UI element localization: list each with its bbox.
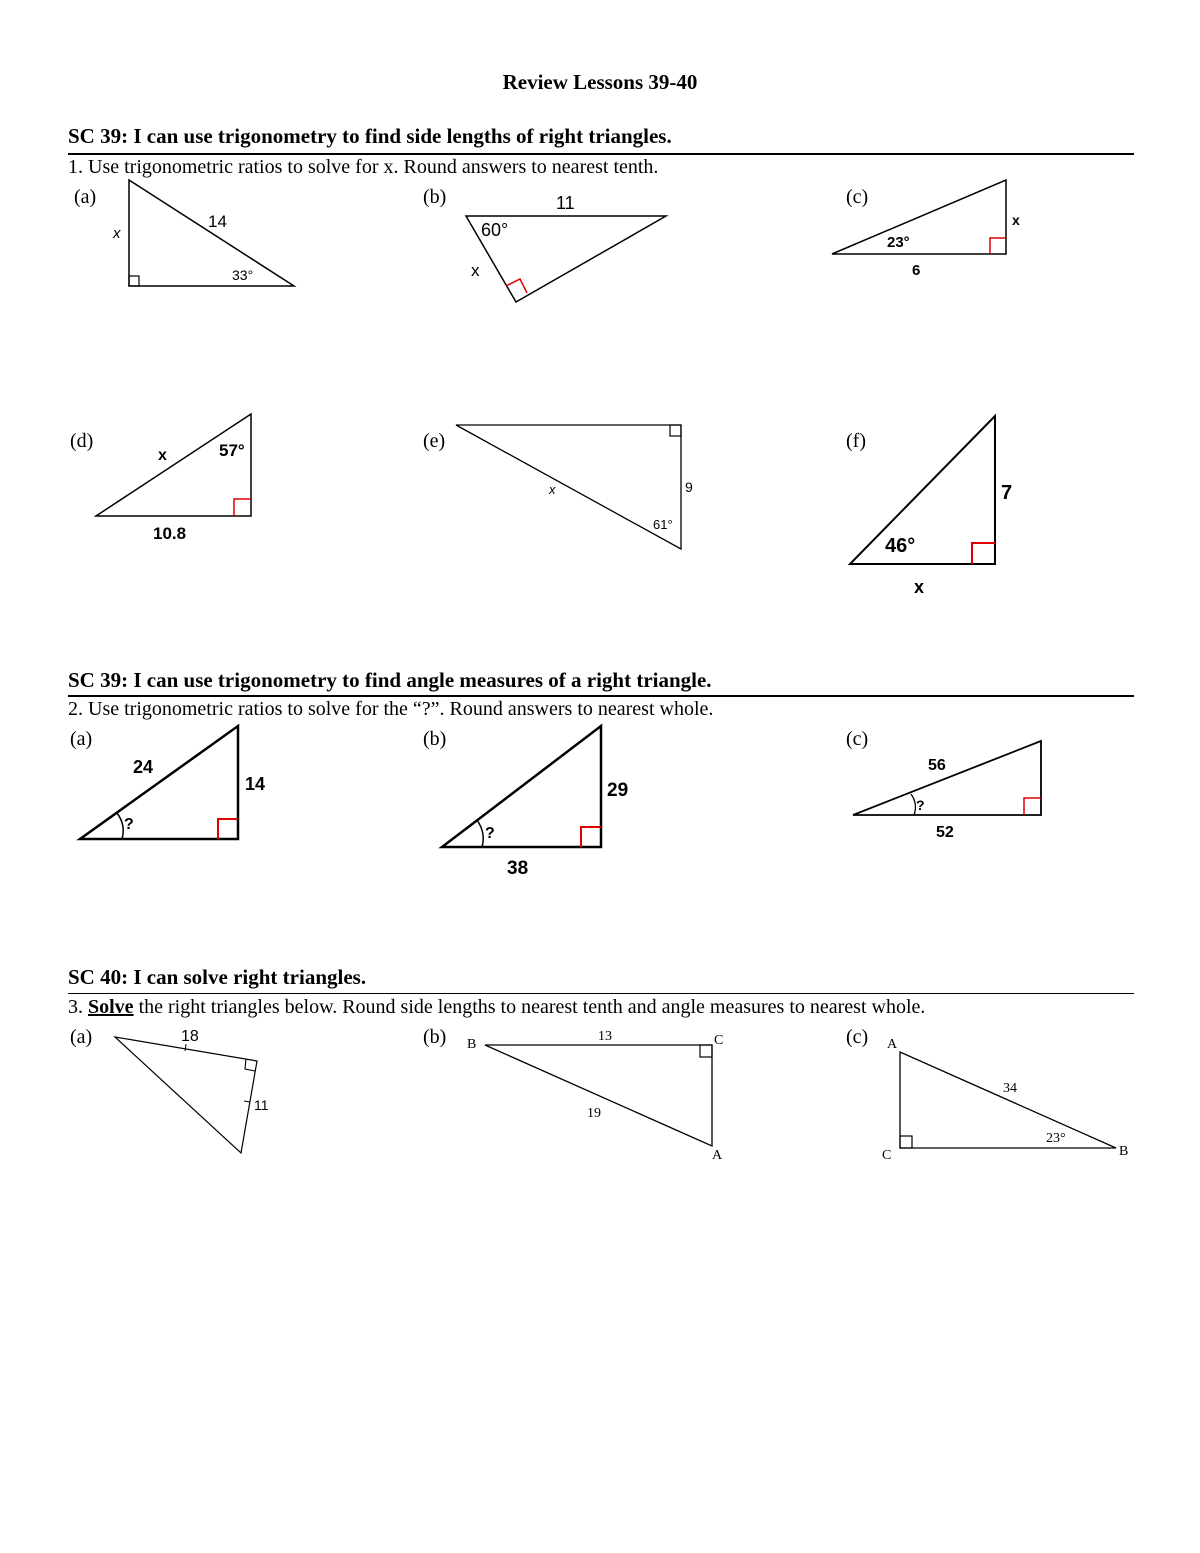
- angle-arc: [477, 820, 483, 847]
- problem-3c-label: (c): [846, 1026, 869, 1048]
- side-label: 18: [181, 1028, 199, 1045]
- right-angle-marker: [990, 238, 1006, 254]
- section-2-instruction: 2. Use trigonometric ratios to solve for the “?”. Round answers to nearest whole.: [68, 698, 714, 720]
- triangle-2b-shape: [442, 726, 601, 847]
- triangle-1b: [466, 193, 666, 302]
- side-label: x: [914, 577, 925, 597]
- triangle-2b: [442, 726, 628, 879]
- section-1-instruction: 1. Use trigonometric ratios to solve for x. Round answers to nearest tenth.: [68, 156, 659, 178]
- problem-3b-label: (b): [423, 1026, 447, 1048]
- problem-1f-label: (f): [846, 430, 866, 452]
- tick-mark: [185, 1044, 186, 1051]
- angle-label: 46°: [885, 535, 916, 557]
- right-angle-marker: [581, 827, 601, 847]
- tick-mark: [244, 1101, 250, 1102]
- problem-1d-label: (d): [70, 430, 94, 452]
- side-label: 11: [556, 193, 575, 213]
- triangle-3c-shape: [900, 1052, 1116, 1148]
- instruction-rest: the right triangles below. Round side lengths to nearest tenth and angle measures to nearest whole.: [133, 996, 926, 1018]
- page-title: Review Lessons 39-40: [502, 70, 698, 94]
- side-label: 11: [254, 1097, 269, 1113]
- unknown-angle-label: ?: [916, 797, 925, 813]
- triangle-1c: [832, 180, 1020, 279]
- triangle-1d-shape: [96, 414, 251, 516]
- side-label: x: [471, 261, 480, 280]
- angle-label: 57°: [219, 441, 245, 460]
- triangle-1c-shape: [832, 180, 1006, 254]
- side-label: 9: [685, 479, 693, 495]
- side-label: 10.8: [153, 524, 187, 543]
- triangle-1a-shape: [129, 180, 294, 286]
- side-label: 29: [607, 780, 629, 801]
- side-label: 13: [598, 1029, 612, 1044]
- problem-2c-label: (c): [846, 728, 869, 750]
- side-label: 38: [507, 858, 529, 879]
- side-label: 34: [1003, 1081, 1017, 1096]
- section-1-heading: SC 39: I can use trigonometry to find side lengths of right triangles.: [68, 124, 672, 148]
- angle-label: 33°: [232, 267, 254, 283]
- side-label: 24: [133, 757, 154, 777]
- vertex-label: A: [887, 1037, 898, 1052]
- problem-1b-label: (b): [423, 186, 447, 208]
- problem-2a-label: (a): [70, 728, 93, 750]
- triangle-1e-shape: [456, 425, 681, 549]
- side-label: 14: [208, 212, 227, 231]
- problem-1c-label: (c): [846, 186, 869, 208]
- right-angle-marker: [1024, 798, 1041, 815]
- triangle-1d: [96, 414, 251, 543]
- triangle-3a-shape: [115, 1037, 257, 1153]
- vertex-label: C: [882, 1148, 892, 1163]
- problem-3a-label: (a): [70, 1026, 93, 1048]
- triangle-3b: [467, 1029, 723, 1163]
- right-angle-marker: [972, 543, 995, 564]
- triangle-1f: [850, 416, 1012, 597]
- triangle-2c: [853, 741, 1041, 841]
- triangle-3c: [882, 1037, 1128, 1163]
- triangle-1e: [456, 425, 693, 549]
- side-label: 7: [1001, 482, 1013, 504]
- vertex-label: C: [714, 1033, 724, 1048]
- triangle-2c-shape: [853, 741, 1041, 815]
- right-angle-marker: [129, 276, 139, 286]
- side-label: x: [549, 482, 556, 497]
- section-3-heading: SC 40: I can solve right triangles.: [68, 965, 367, 989]
- triangle-2a: [80, 726, 265, 839]
- side-label: 14: [245, 774, 266, 794]
- triangle-1a: [112, 180, 294, 286]
- triangle-3b-shape: [485, 1045, 712, 1146]
- problem-1e-label: (e): [423, 430, 446, 452]
- side-label: 19: [587, 1106, 601, 1121]
- instruction-number: 3.: [68, 996, 88, 1018]
- right-angle-marker: [700, 1045, 712, 1057]
- side-label: x: [1012, 212, 1020, 228]
- right-angle-marker: [234, 499, 251, 516]
- vertex-label: A: [712, 1148, 723, 1163]
- vertex-label: B: [1119, 1144, 1129, 1159]
- triangle-2a-shape: [80, 726, 238, 839]
- side-label: 56: [928, 757, 946, 774]
- angle-arc: [911, 794, 915, 815]
- vertex-label: B: [467, 1037, 477, 1052]
- right-angle-marker: [218, 819, 238, 839]
- side-label: x: [113, 225, 121, 242]
- angle-label: 60°: [481, 220, 509, 240]
- triangle-1f-shape: [850, 416, 995, 564]
- angle-label: 61°: [653, 517, 673, 532]
- problem-1a-label: (a): [74, 186, 97, 208]
- unknown-angle-label: ?: [124, 816, 134, 833]
- right-angle-marker: [900, 1136, 912, 1148]
- angle-arc: [117, 813, 123, 839]
- right-angle-marker: [670, 425, 681, 436]
- side-label: x: [158, 447, 167, 464]
- section-2-heading: SC 39: I can use trigonometry to find angle measures of a right triangle.: [68, 668, 712, 692]
- side-label: 6: [912, 262, 921, 279]
- angle-label: 23°: [1046, 1131, 1066, 1146]
- side-label: 52: [936, 824, 954, 841]
- triangle-3a: [115, 1028, 269, 1153]
- problem-2b-label: (b): [423, 728, 447, 750]
- instruction-solve-word: Solve: [88, 996, 134, 1018]
- unknown-angle-label: ?: [485, 825, 495, 842]
- angle-label: 23°: [887, 234, 910, 251]
